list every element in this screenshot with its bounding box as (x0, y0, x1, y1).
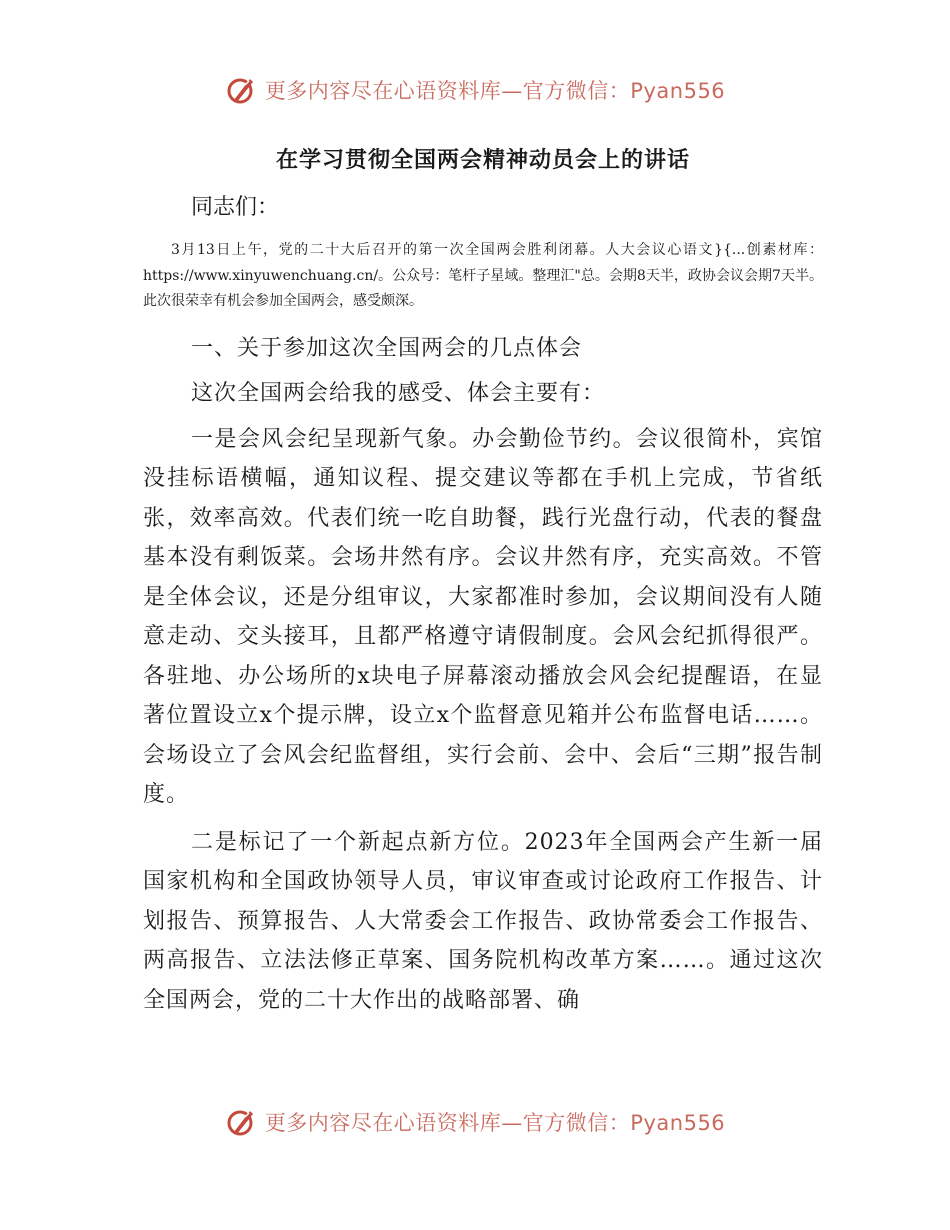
document-body (143, 140, 823, 1020)
footer-watermark (0, 1102, 950, 1142)
paragraph-2: 二是标记了一个新起点新方位。2023年全国两会产生新一届国家机构和全国政协领导人员，审议审查或讨论政府工作报告、计划报告、预算报告、人大常委会工作报告、政协常委会工作报告、两高报告、立法法修正草案、国务院机构改革方案……。通过这次全国两会，党的二十大作出的战略部署、确 (143, 829, 823, 1013)
watermark-text: 更多内容尽在心语资料库—官方微信：Pyan556 (264, 79, 726, 103)
section-heading: 一、关于参加这次全国两会的几点体会 (191, 335, 583, 361)
document-title: 在学习贯彻全国两会精神动员会上的讲话 (275, 147, 690, 173)
quill-pen-logo-icon (225, 74, 257, 106)
paragraph-1: 一是会风会纪呈现新气象。办会勤俭节约。会议很简朴，宾馆没挂标语横幅，通知议程、提交建议等都在手机上完成，节省纸张，效率高效。代表们统一吃自助餐，践行光盘行动，代表的餐盘基本没有剩饭菜。会场井然有序。会议井然有序，充实高效。不管是全体会议，还是分组审议，大家都准时参加，会议期间没有人随意走动、交头接耳，且都严格遵守请假制度。会风会纪抓得很严。各驻地、办公场所的x块电子屏幕滚动播放会风会纪提醒语，在显著位置设立x个提示牌，设立x个监督意见箱并公布监督电话……。会场设立了会风会纪监督组，实行会前、会中、会后“三期”报告制度。 (143, 426, 823, 807)
salutation: 同志们： (191, 195, 280, 220)
section-intro: 这次全国两会给我的感受、体会主要有： (191, 381, 606, 406)
header-watermark (0, 70, 950, 110)
watermark-text: 更多内容尽在心语资料库—官方微信：Pyan556 (264, 1111, 726, 1135)
quill-pen-logo-icon (225, 1106, 257, 1138)
intro-paragraph: 3月13日上午，党的二十大后召开的第一次全国两会胜利闭幕。人大会议心语文}{...创素材库：https://www.xinyuwenchuang.cn/。公众号：笔杆子星域。整理汇"总。会期8天半，政协会议会期7天半。此次很荣幸有机会参加全国两会，感受颇深。 (143, 242, 823, 309)
